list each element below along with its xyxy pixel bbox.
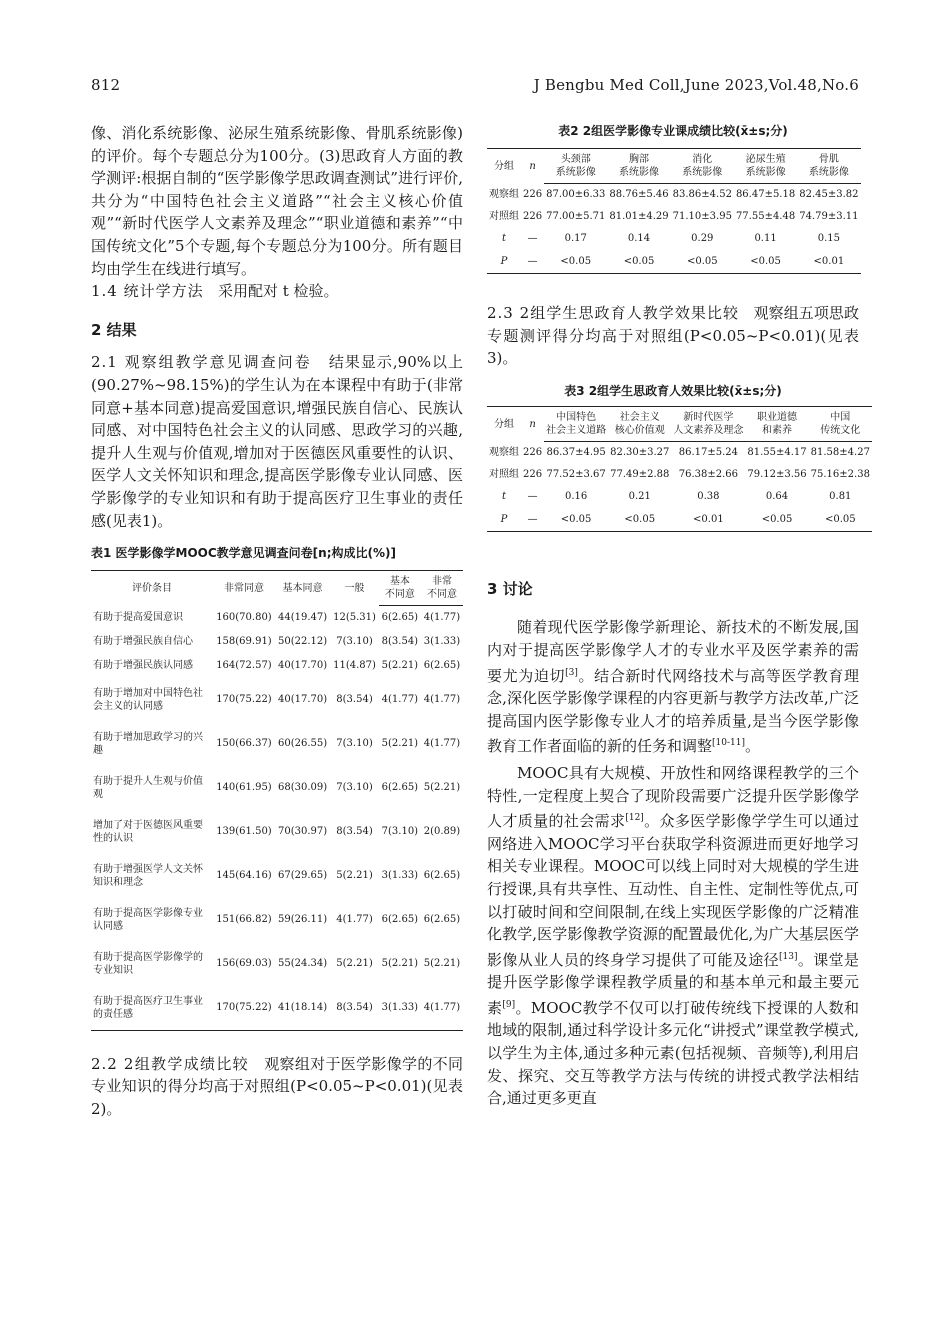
table-row: 有助于增加思政学习的兴趣 150(66.37) 60(26.55) 7(3.10) 5(2.21) 4(1.77) <box>93 731 461 756</box>
t3-col-n: n <box>521 406 544 441</box>
section-1-4 <box>91 280 463 303</box>
t2-col-musculoskeletal: 骨肌 <box>797 149 860 167</box>
t2-col-n: n <box>521 149 544 184</box>
t1-col-strongly-agree: 非常同意 <box>213 571 275 606</box>
table-row: P — <0.05 <0.05 <0.05 <0.05 <0.01 <box>487 250 861 274</box>
t3-col-humanities-2: 人文素养及理念 <box>671 424 745 442</box>
section-2-1-text: 结果显示,90%以上(90.27%~98.15%)的学生认为在本课程中有助于(非常同意+基本同意)提高爱国意识,增强民族自信心、民族认同感、对中国特色社会主义的认同感、思政学习的兴趣,提升人生观与价值观,增加对于医德医风重要性的认识、医学人文关怀知识和理念,提高医学影像专业认同感、医学影像学的专业知识和有助于提高医疗卫生事业的责任感(见表1)。 <box>91 353 464 530</box>
discussion-paragraph-1: 随着现代医学影像学新理论、新技术的不断发展,国内对于提高医学影像学人才的专业水平及医学素养的需要尤为迫切[3]。结合新时代网络技术与高等医学教育理念,深化医学影像学课程的内容更新与教学方法改革,广泛提高国内医学影像专业人才的培养质量,是当今医学影像教育工作者面临的新的任务和调整[10-11]。 <box>487 618 859 756</box>
intro-paragraph: 像、消化系统影像、泌尿生殖系统影像、骨肌系统影像)的评价。每个专题总分为100分。(3)思政育人方面的教学测评:根据自制的“医学影像学思政调查测试”进行评价,共分为“中国特色社会主义道路”“社会主义核心价值观”“新时代医学人文素养及理念”“职业道德和素养”“中国传统文化”5个专题,每个专题总分为100分。所有题目均由学生在线进行填写。 <box>91 124 463 278</box>
t1-col-agree: 基本同意 <box>275 571 330 606</box>
t2-col-head-neck-2: 系统影像 <box>544 166 607 184</box>
t1-col-item: 评价条目 <box>91 571 213 606</box>
table-row: t — 0.17 0.14 0.29 0.11 0.15 <box>501 233 840 244</box>
t3-col-culture-2: 传统文化 <box>809 424 872 442</box>
t3-col-ethics-2: 和素养 <box>745 424 808 442</box>
section-1-4-text: 采用配对 t 检验。 <box>217 282 339 301</box>
t2-col-digestive: 消化 <box>671 149 734 167</box>
table-row: 观察组 226 86.37±4.95 82.30±3.27 86.17±5.24 81.55±4.17 81.58±4.27 <box>489 446 870 459</box>
table3-caption: 表3 2组学生思政育人效果比较(x̄±s;分) <box>564 383 782 398</box>
table-row: 增加了对于医德医风重要性的认识 139(61.50) 70(30.97) 8(3.54) 7(3.10) 2(0.89) <box>93 819 461 844</box>
citation-ref: [9] <box>502 999 516 1010</box>
right-column <box>487 122 870 1110</box>
table-row: 有助于增加对中国特色社会主义的认同感 170(75.22) 40(17.70) 8(3.54) 4(1.77) 4(1.77) <box>93 687 461 712</box>
table2-caption: 表2 2组医学影像专业课成绩比较(x̄±s;分) <box>558 124 788 138</box>
discussion-paragraph-2: MOOC具有大规模、开放性和网络课程教学的三个特性,一定程度上契合了现阶段需要广泛提升医学影像学人才质量的社会需求[12]。众多医学影像学学生可以通过网络进入MOOC学习平台获取学科资源进而更好地学习相关专业课程。MOOC可以线上同时对大规模的学生进行授课,具有共享性、互动性、自主性、定制性等优点,可以打破时间和空间限制,在线上实现医学影像的广泛精准化教学,医学影像教学资源的配置最优化,为广大基层医学影像从业人员的终身学习提供了可能及途径[13]。课堂是提升医学影像学课程教学质量的和基本单元和最主要元素[9]。MOOC教学不仅可以打破传统线下授课的人数和地域的限制,通过科学设计多元化“讲授式”课堂教学模式,以学生为主体,通过多种元素(包括视频、音频等),利用启发、探究、交互等教学方法与传统的讲授式教学法相结合,通过更多更直 <box>487 763 859 1108</box>
table-row: 对照组 226 77.00±5.71 81.01±4.29 71.10±3.95 77.55±4.48 74.79±3.11 <box>489 211 859 222</box>
t2-col-head-neck: 头颈部 <box>544 149 607 167</box>
section-3-heading: 3 讨论 <box>487 579 533 598</box>
t3-col-socialism-road-2: 社会主义道路 <box>544 424 608 442</box>
table2 <box>487 148 861 274</box>
t3-col-culture: 中国 <box>809 406 872 424</box>
t1-col-strongly-disagree: 非常 <box>421 571 463 589</box>
section-2-1 <box>91 351 463 532</box>
journal-citation: J Bengbu Med Coll,June 2023,Vol.48,No.6 <box>533 76 859 94</box>
table-row: 有助于增强民族自信心 158(69.91) 50(22.12) 7(3.10) 8(3.54) 3(1.33) <box>93 636 461 648</box>
section-2-3 <box>487 302 859 370</box>
t1-col-disagree-2: 不同意 <box>379 588 421 606</box>
t1-col-strongly-disagree-2: 不同意 <box>421 588 463 606</box>
t3-col-ethics: 职业道德 <box>745 406 808 424</box>
t2-col-urogenital: 泌尿生殖 <box>734 149 797 167</box>
t2-col-digestive-2: 系统影像 <box>671 166 734 184</box>
t2-col-chest-2: 系统影像 <box>607 166 670 184</box>
table-row: 有助于增强民族认同感 164(72.57) 40(17.70) 11(4.87) 5(2.21) 6(2.65) <box>93 660 461 672</box>
table-row: 有助于提高爱国意识 160(70.80) 44(19.47) 12(5.31) 6(2.65) 4(1.77) <box>93 612 461 624</box>
table-row: 有助于提高医学影像专业认同感 151(66.82) 59(26.11) 4(1.77) 6(2.65) 6(2.65) <box>93 907 461 932</box>
t1-col-neutral: 一般 <box>330 571 379 606</box>
t3-col-socialism-road: 中国特色 <box>544 406 608 424</box>
table1-caption: 表1 医学影像学MOOC教学意见调查问卷[n;构成比(%)] <box>91 546 396 561</box>
table-row: 有助于增强医学人文关怀知识和理念 145(64.16) 67(29.65) 5(2.21) 3(1.33) 6(2.65) <box>93 863 461 888</box>
citation-ref: [13] <box>779 951 798 962</box>
t3-col-humanities: 新时代医学 <box>671 406 745 424</box>
citation-ref: [10-11] <box>712 738 745 749</box>
section-2-3-text: 观察组五项思政专题测评得分均高于对照组(P<0.05~P<0.01)(见表3)。 <box>487 304 859 368</box>
section-2-2-title: 2.2 2组教学成绩比较 <box>91 1054 249 1073</box>
left-column <box>91 122 463 1120</box>
t3-col-group: 分组 <box>487 406 521 441</box>
t3-col-core-values-2: 核心价值观 <box>608 424 671 442</box>
table-row: 观察组 226 87.00±6.33 88.76±5.46 83.86±4.52 86.47±5.18 82.45±3.82 <box>489 189 859 201</box>
section-1-4-title: 1.4 统计学方法 <box>91 282 204 301</box>
table-row: 有助于提升人生观与价值观 140(61.95) 68(30.09) 7(3.10) 6(2.65) 5(2.21) <box>93 775 461 800</box>
t3-col-core-values: 社会主义 <box>608 406 671 424</box>
citation-ref: [3] <box>565 667 578 678</box>
table-row: 对照组 226 77.52±3.67 77.49±2.88 76.38±2.66 79.12±3.56 75.16±2.38 <box>489 468 870 480</box>
table-row: t — 0.16 0.21 0.38 0.64 0.81 <box>501 490 852 502</box>
table3 <box>487 406 872 532</box>
t2-col-musculoskeletal-2: 系统影像 <box>797 166 860 184</box>
table1 <box>91 570 463 1031</box>
t2-col-group: 分组 <box>487 149 521 184</box>
section-2-2 <box>91 1053 463 1121</box>
t2-col-chest: 胸部 <box>607 149 670 167</box>
section-2-2-text: 观察组对于医学影像学的不同专业知识的得分均高于对照组(P<0.05~P<0.01)(见表2)。 <box>91 1054 463 1118</box>
citation-ref: [12] <box>625 813 644 824</box>
t1-col-disagree: 基本 <box>379 571 421 589</box>
table-row: 有助于提高医学影像学的专业知识 156(69.03) 55(24.34) 5(2.21) 5(2.21) 5(2.21) <box>93 951 461 976</box>
table-row: 有助于提高医疗卫生事业的责任感 170(75.22) 41(18.14) 8(3.54) 3(1.33) 4(1.77) <box>91 986 463 1031</box>
section-2-3-title: 2.3 2组学生思政育人教学效果比较 <box>487 304 740 322</box>
section-2-1-title: 2.1 观察组教学意见调查问卷 <box>91 353 312 372</box>
t2-col-urogenital-2: 系统影像 <box>734 166 797 184</box>
page-number: 812 <box>91 76 121 94</box>
section-2-heading: 2 结果 <box>91 320 137 339</box>
table-row: P — <0.05 <0.05 <0.01 <0.05 <0.05 <box>487 507 872 531</box>
